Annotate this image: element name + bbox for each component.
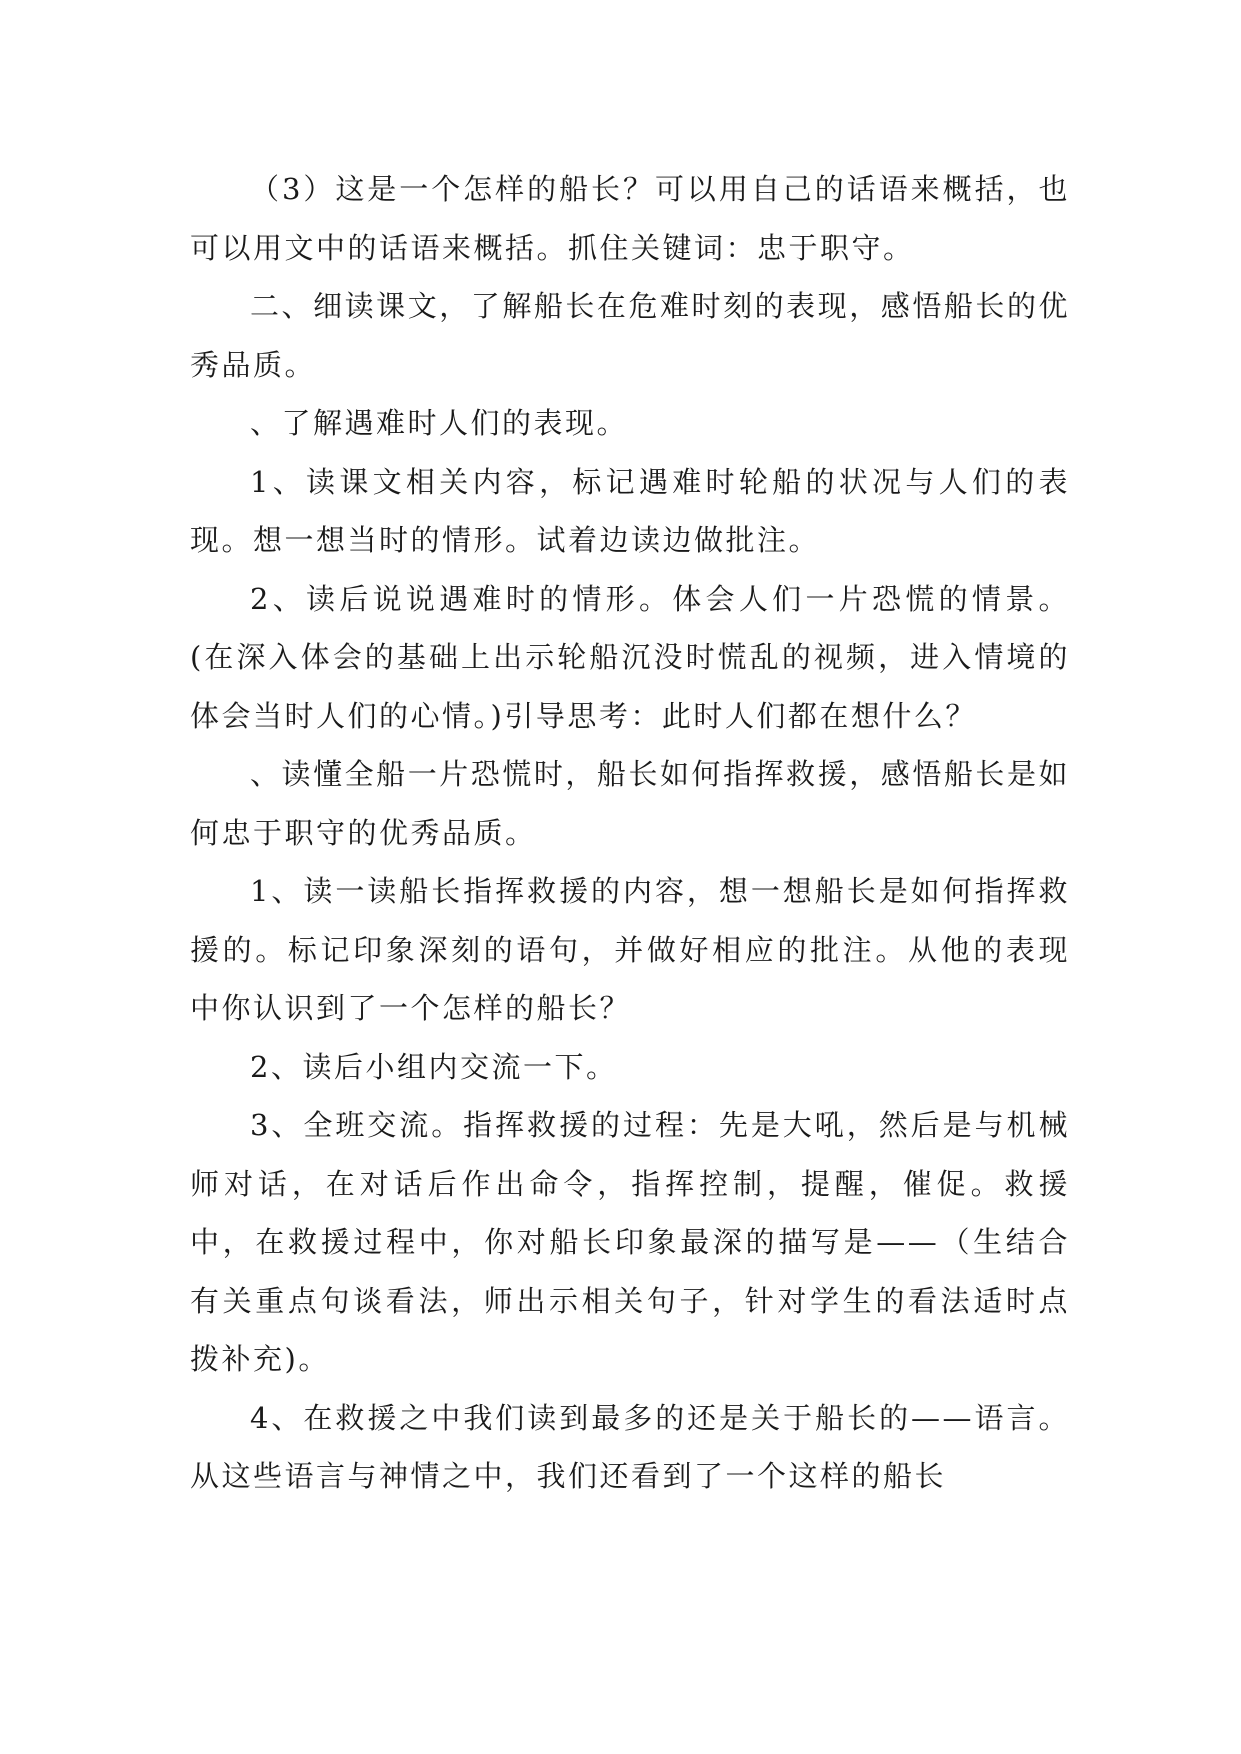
paragraph-captain-summary: （3）这是一个怎样的船长？可以用自己的话语来概括，也可以用文中的话语来概括。抓住关键词：忠于职守。 [190,172,1070,265]
paragraph-section-two-heading: 二、细读课文，了解船长在危难时刻的表现，感悟船长的优秀品质。 [190,289,1070,382]
paragraph-captain-command-heading: 、读懂全船一片恐慌时，船长如何指挥救援，感悟船长是如何忠于职守的优秀品质。 [190,757,1070,850]
paragraph-command-step-4: 4、在救援之中我们读到最多的还是关于船长的——语言。从这些语言与神情之中，我们还看到了一个这样的船长 [190,1400,1070,1493]
paragraph-people-reaction-heading: 、了解遇难时人们的表现。 [250,406,629,440]
document-body [190,160,1070,1506]
paragraph-command-step-1: 1、读一读船长指挥救援的内容，想一想船长是如何指挥救援的。标记印象深刻的语句，并做好相应的批注。从他的表现中你认识到了一个怎样的船长？ [190,874,1070,1025]
paragraph-step-1-read: 1、读课文相关内容，标记遇难时轮船的状况与人们的表现。想一想当时的情形。试着边读边做批注。 [190,464,1070,557]
paragraph-command-step-2: 2、读后小组内交流一下。 [250,1049,618,1084]
paragraph-command-step-3: 3、全班交流。指挥救援的过程：先是大吼，然后是与机械师对话，在对话后作出命令，指挥控制，提醒，催促。救援中，在救援过程中，你对船长印象最深的描写是——（生结合有关重点句谈看法，师出示相关句子，针对学生的看法适时点拨补充)。 [190,1108,1070,1376]
paragraph-step-2-discuss: 2、读后说说遇难时的情形。体会人们一片恐慌的情景。(在深入体会的基础上出示轮船沉没时慌乱的视频，进入情境的体会当时人们的心情。)引导思考：此时人们都在想什么？ [190,581,1070,733]
